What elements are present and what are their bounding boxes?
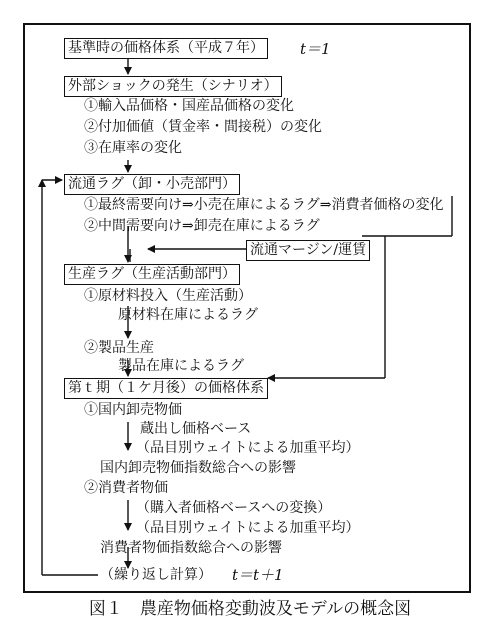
wholesale-weighting: （品目別ウェイトによる加重平均） (136, 440, 360, 456)
consumer-price: ②消費者物価 (84, 480, 168, 496)
repeat-label: （繰り返し計算） (100, 567, 212, 583)
shock-item-1: ①輸入品価格・国産品価格の変化 (84, 98, 294, 114)
distribution-lag-title: 流通ラグ（卸・小売部門） (68, 176, 236, 192)
production-item-2-sub: 製品在庫によるラグ (118, 358, 244, 374)
distribution-lag-box (64, 174, 240, 195)
consumer-conversion: （購入者価格ベースへの変換） (136, 500, 332, 516)
production-item-2: ②製品生産 (84, 340, 154, 356)
production-lag-title: 生産ラグ（生産活動部門） (68, 266, 236, 282)
margin-freight-box (246, 240, 370, 261)
base-price-title: 基準時の価格体系（平成７年） (68, 40, 264, 56)
distribution-item-2: ②中間需要向け⇒卸売在庫によるラグ (84, 218, 320, 234)
distribution-item-1: ①最終需要向け⇒小売在庫によるラグ⇒消費者価格の変化 (84, 197, 444, 213)
base-formula: t＝1 (300, 40, 331, 58)
consumer-index-effect: 消費者物価指数総合への影響 (100, 540, 282, 556)
figure-caption: 図１ 農産物価格変動波及モデルの概念図 (88, 599, 412, 619)
period-t-title: 第ｔ期（１ケ月後）の価格体系 (68, 380, 264, 396)
margin-freight-title: 流通マージン/運賃 (250, 242, 367, 258)
external-shock-box (64, 76, 282, 97)
wholesale-index-effect: 国内卸売物価指数総合への影響 (100, 460, 296, 476)
repeat-formula: t＝t＋1 (232, 566, 284, 584)
consumer-weighting: （品目別ウェイトによる加重平均） (136, 520, 360, 536)
period-t-box (64, 378, 268, 399)
shock-item-3: ③在庫率の変化 (84, 140, 182, 156)
base-price-box (64, 38, 268, 59)
wholesale-basis: 蔵出し価格ベース (140, 421, 252, 437)
shock-item-2: ②付加価値（賃金率・間接税）の変化 (84, 119, 322, 135)
production-lag-box (64, 264, 240, 285)
production-item-1-sub: 原材料在庫によるラグ (118, 307, 258, 323)
external-shock-title: 外部ショックの発生（シナリオ） (68, 78, 278, 94)
wholesale-price: ①国内卸売物価 (84, 402, 182, 418)
production-item-1: ①原材料投入（生産活動） (84, 288, 252, 304)
